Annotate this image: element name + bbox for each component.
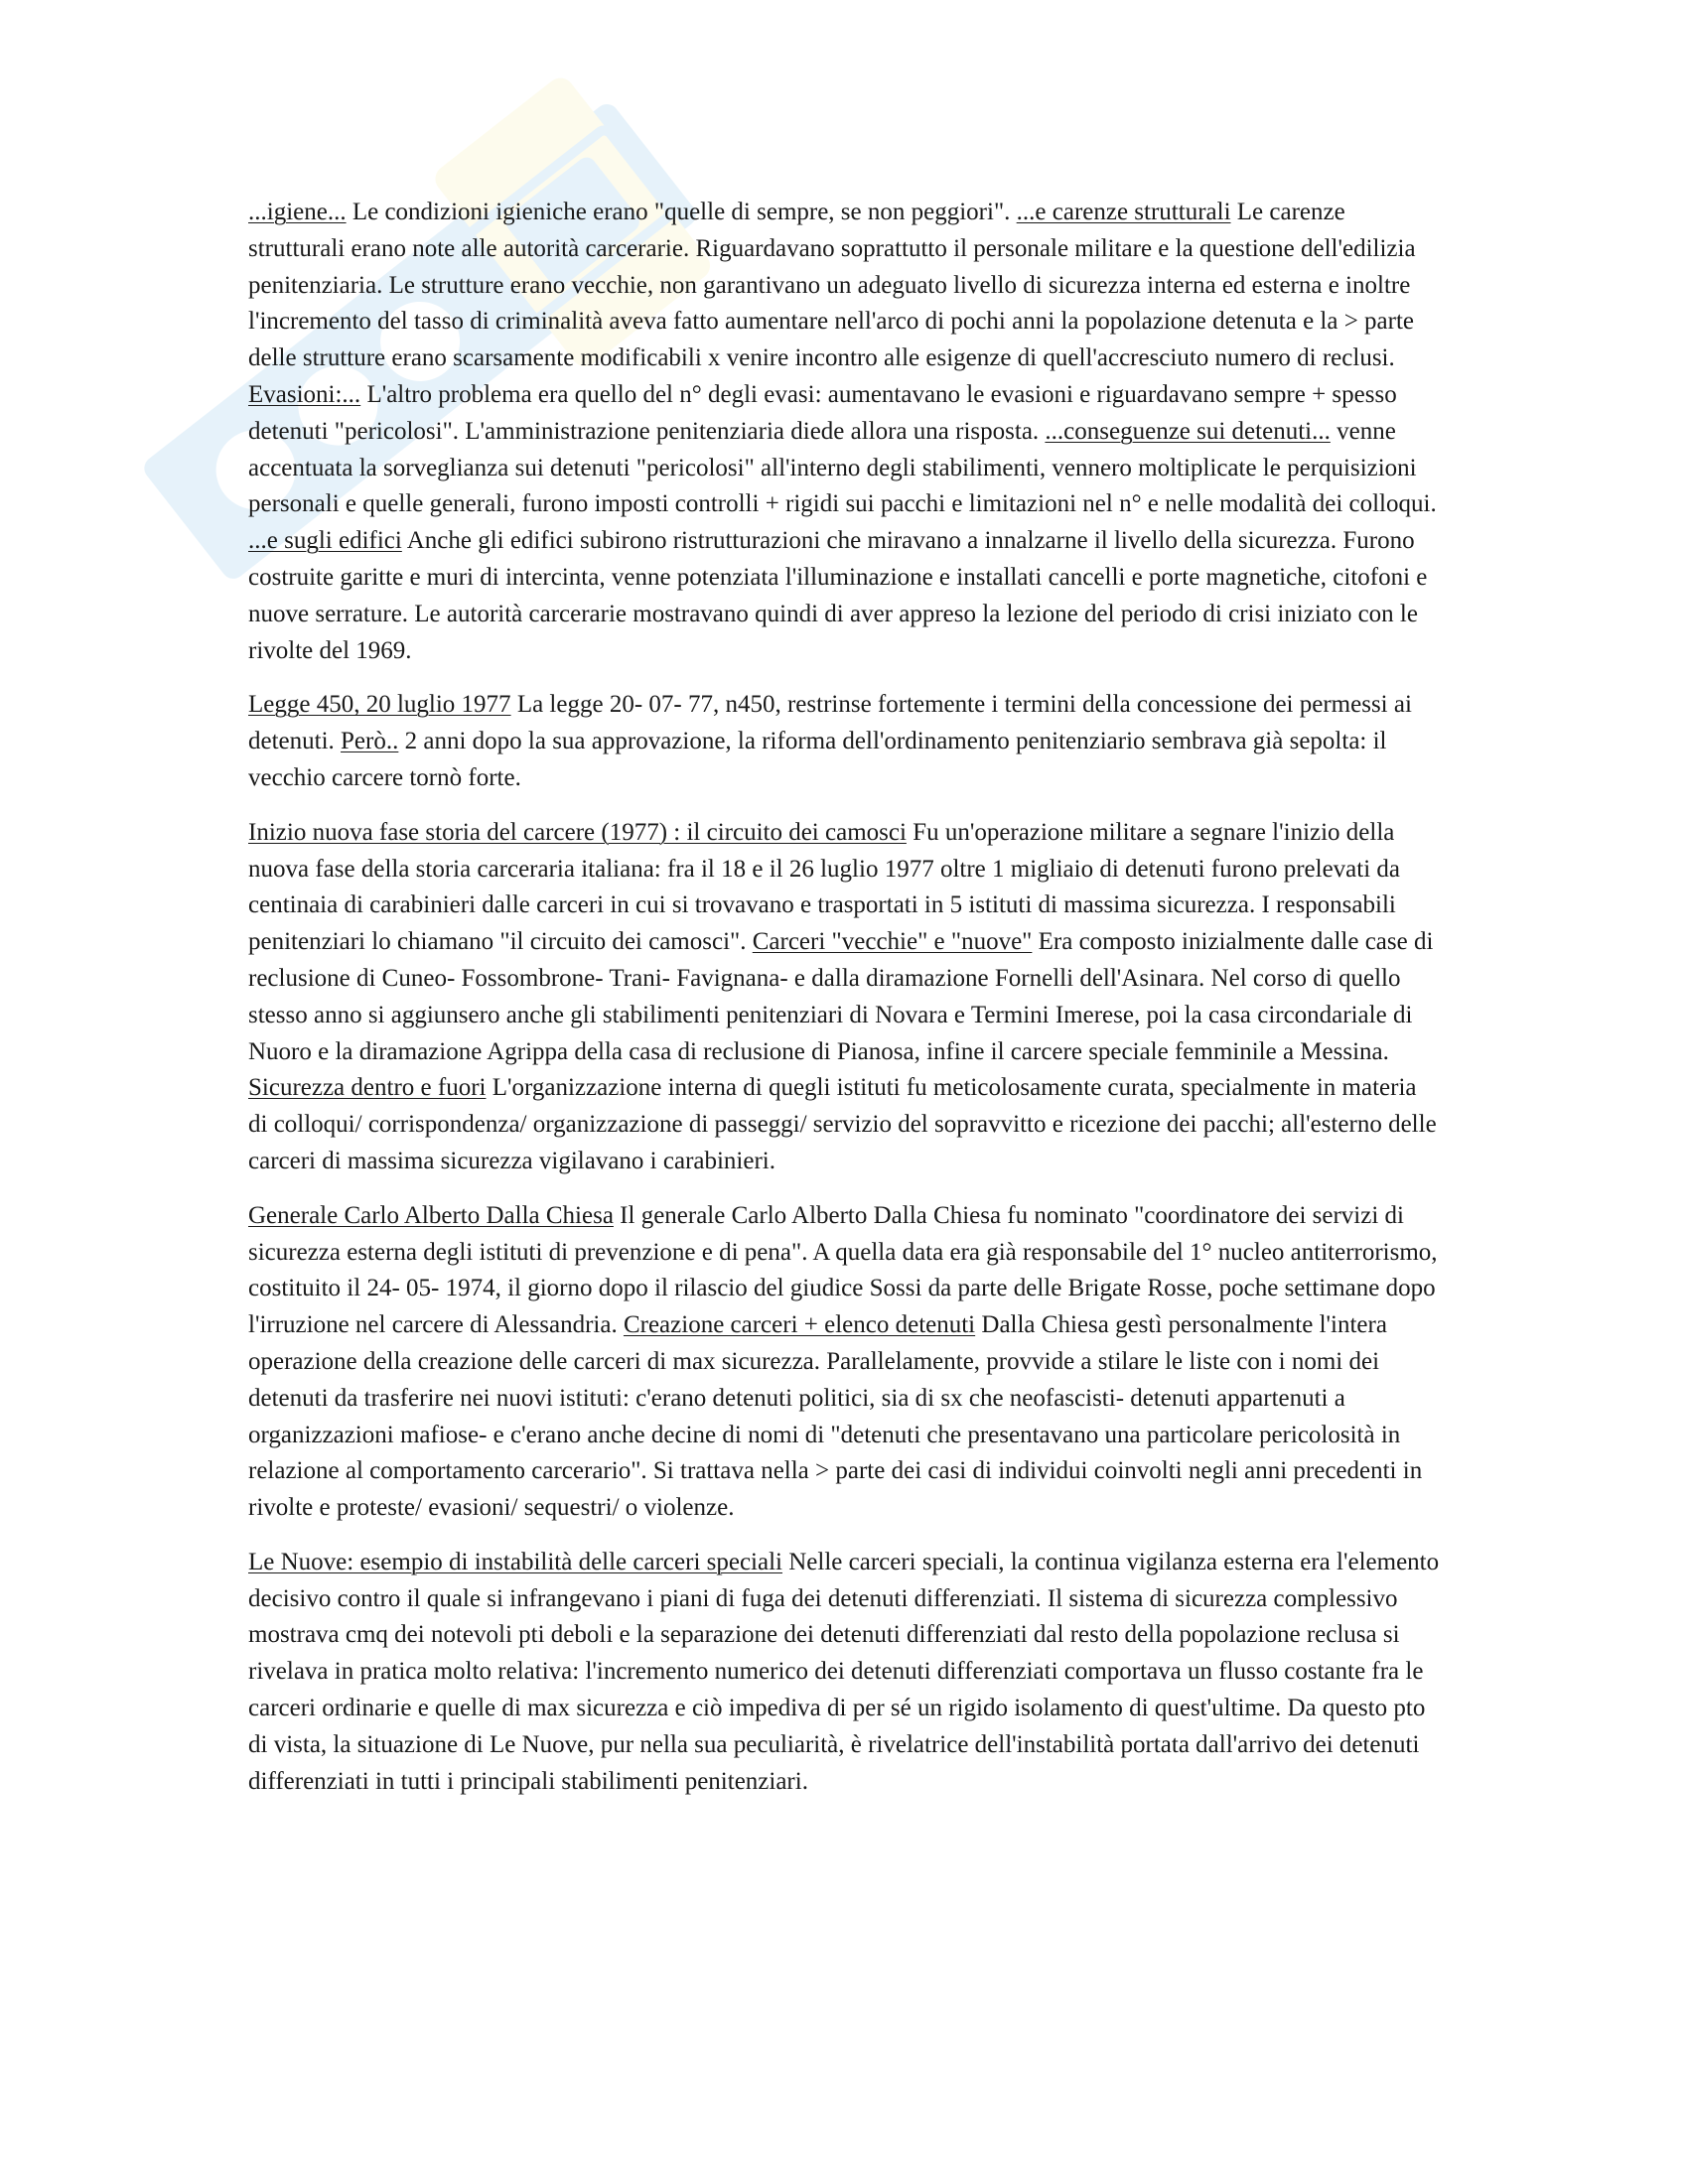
section-heading: ...e sugli edifici [248,527,402,555]
body-text: Nelle carceri speciali, la continua vigilanza esterna era l'elemento decisivo contro il quale si infrangevano i piani di fuga dei detenuti differenziati. Il sistema di sicurezza complessivo mostrava cmq dei notevoli pti deboli e la separazione dei detenuti differenziati dal resto della popolazione reclusa si rivelava in pratica molto relativa: l'incremento numerico dei detenuti differenziati comportava un flusso costante fra le carceri ordinarie e quelle di max sicurezza e ciò impediva di per sé un rigido isolamento di quest'ultime. Da questo pto di vista, la situazione di Le Nuove, pur nella sua peculiarità, è rivelatrice dell'instabilità portata dall'arrivo dei detenuti differenziati in tutti i principali stabilimenti penitenziari. [248,1548,1440,1795]
section-heading: Evasioni:... [248,380,361,408]
paragraph [248,1198,1440,1527]
body-text: Le carenze strutturali erano note alle autorità carcerarie. Riguardavano soprattutto il personale militare e la questione dell'edilizia penitenziaria. Le strutture erano vecchie, non garantivano un adeguato livello di sicurezza interna ed esterna e inoltre l'incremento del tasso di criminalità aveva fatto aumentare nell'arco di pochi anni la popolazione detenuta e la > parte delle strutture erano scarsamente modificabili x venire incontro alle esigenze di quell'accresciuto numero di reclusi. [248,199,1416,372]
section-heading: Carceri "vecchie" e "nuove" [752,928,1033,956]
body-text: L'altro problema era quello del n° degli evasi: aumentavano le evasioni e riguardavano sempre + spesso detenuti "pericolosi". L'amministrazione penitenziaria diede allora una risposta. [248,380,1397,445]
body-text: Le condizioni igieniche erano "quelle di sempre, se non peggiori". [346,199,1017,225]
document-body [248,195,1440,1818]
section-heading: Inizio nuova fase storia del carcere (1977) : il circuito dei camosci [248,818,907,846]
section-heading: Le Nuove: esempio di instabilità delle carceri speciali [248,1548,782,1575]
section-heading: Legge 450, 20 luglio 1977 [248,691,511,719]
paragraph [248,687,1440,796]
section-heading: Creazione carceri + elenco detenuti [623,1311,976,1339]
section-heading: ...e carenze strutturali [1016,199,1231,225]
paragraph [248,1545,1440,1801]
section-heading: Però.. [341,728,399,755]
body-text: Anche gli edifici subirono ristrutturazioni che miravano a innalzarne il livello della sicurezza. Furono costruite garitte e muri di intercinta, venne potenziata l'illuminazione e installati cancelli e porte magnetiche, citofoni e nuove serrature. Le autorità carcerarie mostravano quindi di aver appreso la lezione del periodo di crisi iniziato con le rivolte del 1969. [248,527,1428,664]
body-text: venne accentuata la sorveglianza sui detenuti "pericolosi" all'interno degli stabilimenti, vennero moltiplicate le perquisizioni personali e quelle generali, furono imposti controlli + rigidi sui pacchi e limitazioni nel n° e nelle modalità dei colloqui. [248,417,1437,518]
body-text: 2 anni dopo la sua approvazione, la riforma dell'ordinamento penitenziario sembrava già sepolta: il vecchio carcere tornò forte. [248,728,1387,791]
paragraph [248,195,1440,669]
section-heading: ...igiene... [248,199,347,225]
body-text: Fu un'operazione militare a segnare l'inizio della nuova fase della storia carceraria italiana: fra il 18 e il 26 luglio 1977 oltre 1 migliaio di detenuti furono prelevati da centinaia di carabinieri dalle carceri in cui si trovavano e trasportati in 5 istituti di massima sicurezza. I responsabili penitenziari lo chiamano "il circuito dei camosci". [248,818,1401,956]
section-heading: ...conseguenze sui detenuti... [1045,417,1331,445]
body-text: Dalla Chiesa gestì personalmente l'intera operazione della creazione delle carceri di max sicurezza. Parallelamente, provvide a stilare le liste con i nomi dei detenuti da trasferire nei nuovi istituti: c'erano detenuti politici, sia di sx che neofascisti- detenuti appartenuti a organizzazioni mafiose- e c'erano anche decine di nomi di "detenuti che presentavano una particolare pericolosità in relazione al comportamento carcerario". Si trattava nella > parte dei casi di individui coinvolti negli anni precedenti in rivolte e proteste/ evasioni/ sequestri/ o violenze. [248,1311,1423,1522]
paragraph [248,815,1440,1180]
section-heading: Sicurezza dentro e fuori [248,1074,487,1102]
body-text: La legge 20- 07- 77, n450, restrinse fortemente i termini della concessione dei permessi ai detenuti. [248,691,1412,755]
body-text: Era composto inizialmente dalle case di reclusione di Cuneo- Fossombrone- Trani- Favignana- e dalla diramazione Fornelli dell'Asinara. Nel corso di quello stesso anno si aggiunsero anche gli stabilimenti penitenziari di Novara e Termini Imerese, poi la casa circondariale di Nuoro e la diramazione Agrippa della casa di reclusione di Pianosa, infine il carcere speciale femminile a Messina. [248,928,1434,1065]
body-text: L'organizzazione interna di quegli istituti fu meticolosamente curata, specialmente in materia di colloqui/ corrispondenza/ organizzazione di passeggi/ servizio del sopravvitto e ricezione dei pacchi; all'esterno delle carceri di massima sicurezza vigilavano i carabinieri. [248,1074,1437,1174]
body-text: Il generale Carlo Alberto Dalla Chiesa fu nominato "coordinatore dei servizi di sicurezza esterna degli istituti di prevenzione e di pena". A quella data era già responsabile del 1° nucleo antiterrorismo, costituito il 24- 05- 1974, il giorno dopo il rilascio del giudice Sossi da parte delle Brigate Rosse, poche settimane dopo l'irruzione nel carcere di Alessandria. [248,1201,1438,1339]
section-heading: Generale Carlo Alberto Dalla Chiesa [248,1201,614,1229]
